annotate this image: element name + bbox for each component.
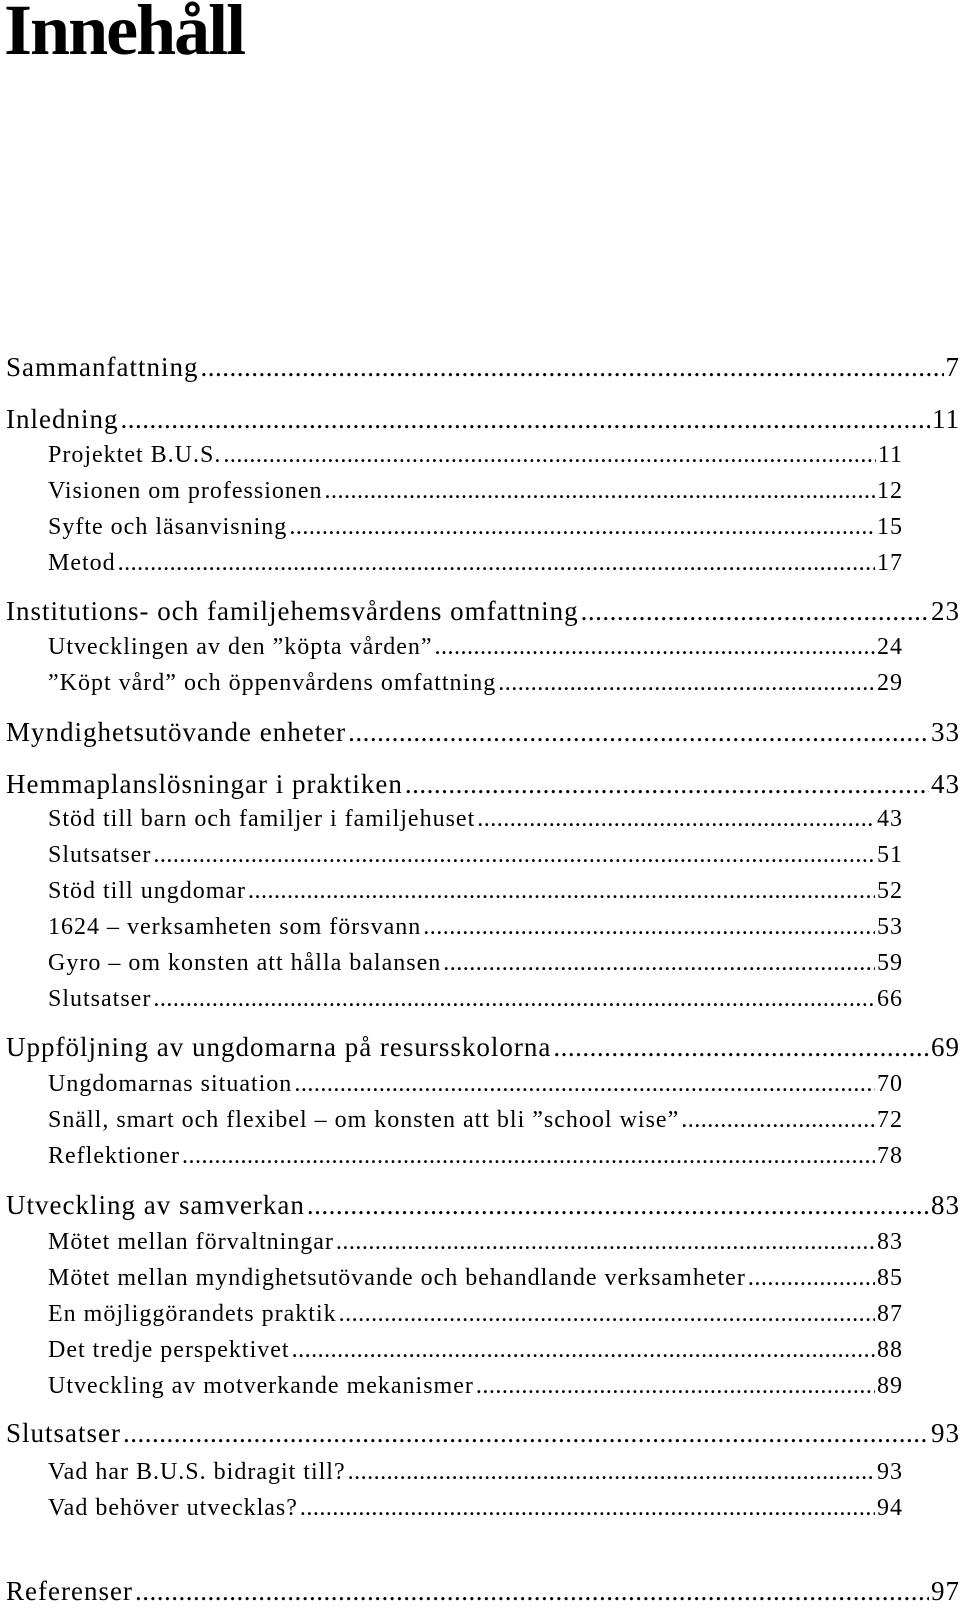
toc-subentry[interactable]	[48, 478, 903, 505]
toc-page-number: 88	[877, 1337, 903, 1363]
toc-leader-dots	[477, 806, 875, 833]
toc-page-number: 78	[877, 1143, 903, 1169]
toc-subentry[interactable]	[48, 1337, 903, 1364]
toc-leader-dots	[476, 1373, 875, 1400]
toc-entry[interactable]	[6, 769, 960, 800]
toc-entry-label: Vad behöver utvecklas?	[48, 1495, 298, 1521]
toc-page-number: 7	[945, 352, 960, 382]
toc-entry-label: Sammanfattning	[6, 352, 199, 382]
toc-entry-label: Syfte och läsanvisning	[48, 514, 288, 540]
toc-subentry[interactable]	[48, 1495, 903, 1522]
toc-entry[interactable]	[6, 1418, 960, 1449]
toc-page-number: 93	[931, 1418, 960, 1448]
toc-leader-dots	[120, 404, 930, 435]
toc-entry-label: Utveckling av samverkan	[6, 1190, 305, 1220]
toc-subentry[interactable]	[48, 1143, 903, 1170]
toc-entry-label: En möjliggörandets praktik	[48, 1301, 337, 1327]
toc-entry-label: Inledning	[6, 404, 119, 434]
toc-page-number: 29	[877, 670, 903, 696]
toc-page-number: 24	[877, 634, 903, 660]
toc-entry-label: Vad har B.U.S. bidragit till?	[48, 1459, 346, 1485]
toc-subentry[interactable]	[48, 914, 903, 941]
toc-entry-label: Det tredje perspektivet	[48, 1337, 290, 1363]
toc-page-number: 11	[932, 404, 960, 434]
toc-page-number: 51	[877, 842, 903, 868]
toc-entry-label: Slutsatser	[6, 1418, 121, 1448]
toc-entry-label: Mötet mellan myndighetsutövande och behandlande verksamheter	[48, 1265, 746, 1291]
toc-leader-dots	[498, 670, 875, 697]
toc-page-number: 70	[877, 1071, 903, 1097]
toc-leader-dots	[681, 1107, 875, 1134]
toc-page-number: 15	[877, 514, 903, 540]
toc-leader-dots	[443, 950, 875, 977]
toc-subentry[interactable]	[48, 1301, 903, 1328]
toc-entry-label: Ungdomarnas situation	[48, 1071, 293, 1097]
toc-leader-dots	[348, 1459, 875, 1486]
toc-page-number: 17	[877, 550, 903, 576]
toc-subentry[interactable]	[48, 806, 903, 833]
toc-leader-dots	[292, 1337, 875, 1364]
toc-page-number: 66	[877, 986, 903, 1012]
page-title: Innehåll	[4, 0, 245, 70]
toc-entry[interactable]	[6, 404, 960, 435]
toc-subentry[interactable]	[48, 1071, 903, 1098]
toc-subentry[interactable]	[48, 514, 903, 541]
toc-entry-label: Visionen om professionen	[48, 478, 323, 504]
toc-leader-dots	[182, 1143, 875, 1170]
toc-subentry[interactable]	[48, 634, 903, 661]
toc-entry[interactable]	[6, 717, 960, 748]
toc-subentry[interactable]	[48, 842, 903, 869]
toc-page-number: 94	[877, 1495, 903, 1521]
toc-entry-label: Reflektioner	[48, 1143, 180, 1169]
toc-page-number: 93	[877, 1459, 903, 1485]
toc-leader-dots	[248, 878, 875, 905]
toc-page-number: 12	[877, 478, 903, 504]
toc-entry[interactable]	[6, 1032, 960, 1063]
toc-leader-dots	[748, 1265, 875, 1292]
toc-entry-label: Projektet B.U.S.	[48, 442, 222, 468]
toc-leader-dots	[435, 634, 875, 661]
toc-page-number: 87	[877, 1301, 903, 1327]
toc-page-number: 69	[931, 1032, 960, 1062]
toc-page-number: 97	[931, 1576, 960, 1606]
toc-page-number: 53	[877, 914, 903, 940]
toc-entry-label: Metod	[48, 550, 116, 576]
toc-entry-label: Gyro – om konsten att hålla balansen	[48, 950, 442, 976]
toc-page-number: 83	[931, 1190, 960, 1220]
toc-leader-dots	[339, 1301, 875, 1328]
toc-leader-dots	[223, 442, 876, 469]
toc-entry-label: ”Köpt vård” och öppenvårdens omfattning	[48, 670, 497, 696]
toc-subentry[interactable]	[48, 1459, 903, 1486]
toc-entry[interactable]	[6, 596, 960, 627]
toc-page-number: 23	[931, 596, 960, 626]
toc-leader-dots	[405, 769, 929, 800]
toc-entry-label: Myndighetsutövande enheter	[6, 717, 347, 747]
toc-entry-label: Mötet mellan förvaltningar	[48, 1229, 334, 1255]
toc-page-number: 43	[877, 806, 903, 832]
toc-subentry[interactable]	[48, 442, 903, 469]
toc-page-number: 72	[877, 1107, 903, 1133]
toc-entry-label: Uppföljning av ungdomarna på resursskolorna	[6, 1032, 552, 1062]
toc-leader-dots	[135, 1576, 929, 1607]
toc-subentry[interactable]	[48, 878, 903, 905]
toc-entry[interactable]	[6, 1190, 960, 1221]
toc-page-number: 83	[877, 1229, 903, 1255]
toc-page-number: 11	[877, 442, 903, 468]
toc-subentry[interactable]	[48, 1373, 903, 1400]
toc-leader-dots	[123, 1418, 929, 1449]
toc-page-number: 43	[931, 769, 960, 799]
toc-leader-dots	[553, 1032, 929, 1063]
toc-page-number: 59	[877, 950, 903, 976]
toc-entry-label: Snäll, smart och flexibel – om konsten att bli ”school wise”	[48, 1107, 680, 1133]
toc-subentry[interactable]	[48, 1107, 903, 1134]
toc-leader-dots	[581, 596, 929, 627]
toc-subentry[interactable]	[48, 670, 903, 697]
toc-entry[interactable]	[6, 352, 960, 383]
toc-leader-dots	[153, 842, 875, 869]
toc-entry-label: Stöd till ungdomar	[48, 878, 246, 904]
toc-leader-dots	[294, 1071, 875, 1098]
toc-leader-dots	[118, 550, 875, 577]
toc-leader-dots	[153, 986, 875, 1013]
toc-entry-label: Utvecklingen av den ”köpta vården”	[48, 634, 433, 660]
toc-page-number: 52	[877, 878, 903, 904]
toc-entry[interactable]	[6, 1576, 960, 1607]
toc-entry-label: Stöd till barn och familjer i familjehuset	[48, 806, 476, 832]
toc-entry-label: Hemmaplanslösningar i praktiken	[6, 769, 403, 799]
toc-subentry[interactable]	[48, 986, 903, 1013]
toc-leader-dots	[348, 717, 929, 748]
toc-entry-label: 1624 – verksamheten som försvann	[48, 914, 422, 940]
toc-subentry[interactable]	[48, 950, 903, 977]
toc-page-number: 85	[877, 1265, 903, 1291]
toc-leader-dots	[336, 1229, 875, 1256]
toc-leader-dots	[423, 914, 875, 941]
toc-entry-label: Slutsatser	[48, 986, 152, 1012]
toc-entry-label: Utveckling av motverkande mekanismer	[48, 1373, 474, 1399]
toc-page-number: 89	[877, 1373, 903, 1399]
toc-subentry[interactable]	[48, 1229, 903, 1256]
toc-subentry[interactable]	[48, 1265, 903, 1292]
toc-entry-label: Slutsatser	[48, 842, 152, 868]
toc-leader-dots	[300, 1495, 875, 1522]
toc-leader-dots	[200, 352, 943, 383]
toc-entry-label: Institutions- och familjehemsvårdens omfattning	[6, 596, 579, 626]
toc-leader-dots	[325, 478, 875, 505]
toc-leader-dots	[307, 1190, 929, 1221]
toc-page-number: 33	[931, 717, 960, 747]
toc-subentry[interactable]	[48, 550, 903, 577]
toc-leader-dots	[289, 514, 875, 541]
toc-entry-label: Referenser	[6, 1576, 133, 1606]
